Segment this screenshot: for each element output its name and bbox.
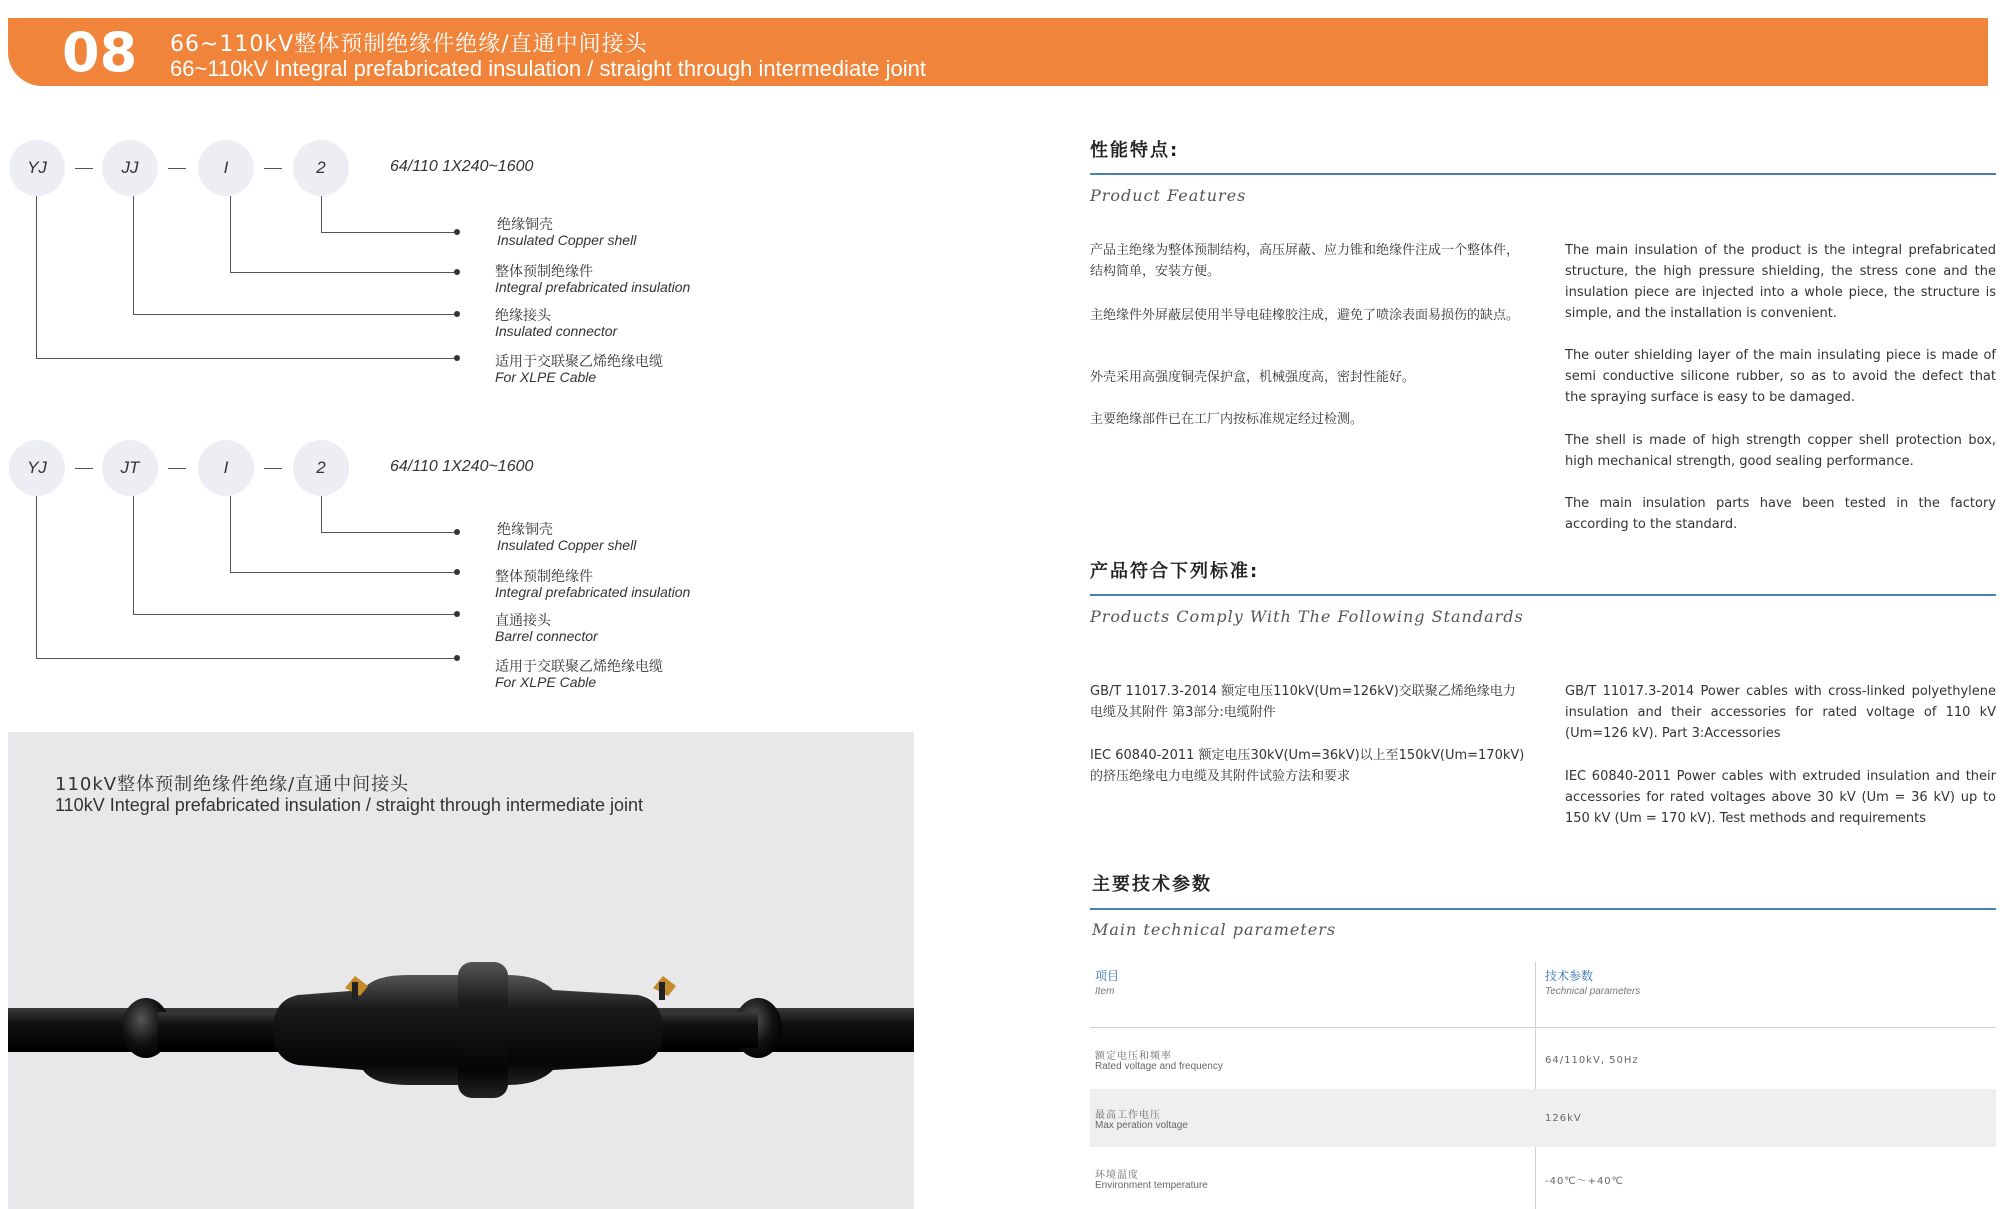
table-row-label-en: Environment temperature: [1095, 1180, 1208, 1191]
features-title: 性能特点:: [1090, 140, 1180, 161]
standard-en: IEC 60840-2011 Power cables with extruded insulation and their accessories for rated voltages above 30 kV (Um = 36 kV) up to 150 kV (Um = 170 kV). Test methods and requirements: [1565, 769, 1996, 826]
code-segment: JT: [102, 440, 158, 496]
code-dash: [168, 468, 186, 469]
code-spec: 64/110 1X240~1600: [390, 458, 534, 475]
code-label-en: Integral prefabricated insulation: [495, 584, 691, 600]
code-segment: 2: [293, 140, 349, 196]
code-dash: [75, 468, 93, 469]
table-head-item-en: Item: [1095, 986, 1115, 997]
code-label-en: Insulated Copper shell: [497, 232, 637, 248]
code-dash: [264, 468, 282, 469]
code-label-en: For XLPE Cable: [495, 674, 597, 690]
standard-en: GB/T 11017.3-2014 Power cables with cross-linked polyethylene insulation and their accessories for rated voltage of 110 kV (Um=126 kV). Part 3:Accessories: [1565, 684, 1996, 741]
code-label-cn: 适用于交联聚乙烯绝缘电缆: [495, 354, 663, 370]
features-subtitle: Product Features: [1090, 186, 1247, 205]
table-row-label-en: Rated voltage and frequency: [1095, 1061, 1223, 1072]
table-head-param-en: Technical parameters: [1545, 986, 1641, 997]
table-head-item-cn: 项目: [1095, 969, 1120, 983]
code-label-cn: 整体预制绝缘件: [495, 569, 593, 585]
table-row-shade: [1090, 1089, 1996, 1147]
table-column-divider: [1535, 962, 1536, 1209]
feature-en: The main insulation parts have been tested in the factory according to the standard.: [1565, 496, 1996, 532]
section-number: 08: [62, 21, 138, 84]
sleeve-left: [158, 1012, 278, 1048]
code-label-en: Integral prefabricated insulation: [495, 279, 691, 295]
table-row-label-cn: 额定电压和频率: [1095, 1051, 1172, 1062]
pointer-dot: [454, 529, 460, 535]
feature-en: The shell is made of high strength copper shell protection box, high mechanical strength, good sealing performance.: [1565, 433, 1996, 469]
table-head-param-cn: 技术参数: [1545, 969, 1594, 983]
cable-joint-illustration: [8, 900, 914, 1100]
code-segment: YJ: [9, 140, 65, 196]
code-label-cn: 适用于交联聚乙烯绝缘电缆: [495, 659, 663, 675]
code-segment: I: [198, 140, 254, 196]
code-label-cn: 绝缘接头: [495, 308, 551, 324]
standards-title: 产品符合下列标准:: [1090, 561, 1260, 582]
standards-subtitle: Products Comply With The Following Standards: [1090, 607, 1524, 626]
code-label-cn: 整体预制绝缘件: [495, 264, 593, 280]
table-row-label-cn: 最高工作电压: [1095, 1110, 1161, 1121]
params-subtitle: Main technical parameters: [1092, 920, 1337, 939]
features-rule: [1090, 173, 1996, 175]
page-title-en: 66~110kV Integral prefabricated insulation / straight through intermediate joint: [170, 56, 927, 81]
code-label-cn: 绝缘铜壳: [497, 217, 553, 233]
pointer-dot: [454, 229, 460, 235]
feature-cn: 外壳采用高强度铜壳保护盒，机械强度高，密封性能好。: [1090, 370, 1416, 385]
table-row-label-cn: 环境温度: [1095, 1170, 1139, 1181]
table-head-rule: [1090, 1027, 1996, 1028]
code-dash: [264, 168, 282, 169]
pointer-dot: [454, 269, 460, 275]
code-segment: JJ: [102, 140, 158, 196]
code-label-cn: 绝缘铜壳: [497, 522, 553, 538]
feature-en: The outer shielding layer of the main insulating piece is made of semi conductive silicone rubber, so as to avoid the defect that the spraying surface is easy to be damaged.: [1565, 348, 1996, 405]
feature-cn: 产品主绝缘为整体预制结构，高压屏蔽、应力锥和绝缘件注成一个整体件，结构简单，安装方便。: [1090, 243, 1520, 279]
pointer-dot: [454, 611, 460, 617]
code-label-en: Insulated connector: [495, 323, 618, 339]
pointer-dot: [454, 655, 460, 661]
table-row-value: -40℃～+40℃: [1545, 1176, 1624, 1187]
feature-cn: 主绝缘件外屏蔽层使用半导电硅橡胶注成，避免了喷涂表面易损伤的缺点。: [1090, 308, 1520, 323]
table-row-value: 126kV: [1545, 1113, 1582, 1124]
code-label-en: For XLPE Cable: [495, 369, 597, 385]
table-row-label-en: Max peration voltage: [1095, 1120, 1188, 1131]
pointer-dot: [454, 569, 460, 575]
photo-caption-cn: 110kV整体预制绝缘件绝缘/直通中间接头: [55, 774, 410, 795]
feature-cn: 主要绝缘部件已在工厂内按标准规定经过检测。: [1090, 412, 1364, 427]
pointer-dot: [454, 311, 460, 317]
pointer-dot: [454, 355, 460, 361]
joint-center-band: [458, 962, 508, 1098]
code-label-cn: 直通接头: [495, 613, 551, 629]
standard-cn: GB/T 11017.3-2014 额定电压110kV(Um=126kV)交联聚乙烯绝缘电力电缆及其附件 第3部分:电缆附件: [1090, 684, 1516, 720]
params-rule: [1090, 908, 1996, 910]
code-label-en: Insulated Copper shell: [497, 537, 637, 553]
photo-caption-en: 110kV Integral prefabricated insulation / straight through intermediate joint: [55, 795, 644, 815]
code-segment: I: [198, 440, 254, 496]
code-segment: YJ: [9, 440, 65, 496]
code-label-en: Barrel connector: [495, 628, 598, 644]
page-title-cn: 66~110kV整体预制绝缘件绝缘/直通中间接头: [170, 32, 648, 57]
params-title: 主要技术参数: [1092, 874, 1212, 895]
code-dash: [75, 168, 93, 169]
code-segment: 2: [293, 440, 349, 496]
table-row-value: 64/110kV, 50Hz: [1545, 1055, 1639, 1066]
sleeve-right: [648, 1012, 758, 1048]
standards-rule: [1090, 594, 1996, 596]
feature-en: The main insulation of the product is the integral prefabricated structure, the high pressure shielding, the stress cone and the insulation piece are injected into a whole piece, the structure is simple, and the installation is convenient.: [1565, 243, 1996, 321]
standard-cn: IEC 60840-2011 额定电压30kV(Um=36kV)以上至150kV(Um=170kV)的挤压绝缘电力电缆及其附件试验方法和要求: [1090, 748, 1525, 784]
code-dash: [168, 168, 186, 169]
code-spec: 64/110 1X240~1600: [390, 158, 534, 175]
